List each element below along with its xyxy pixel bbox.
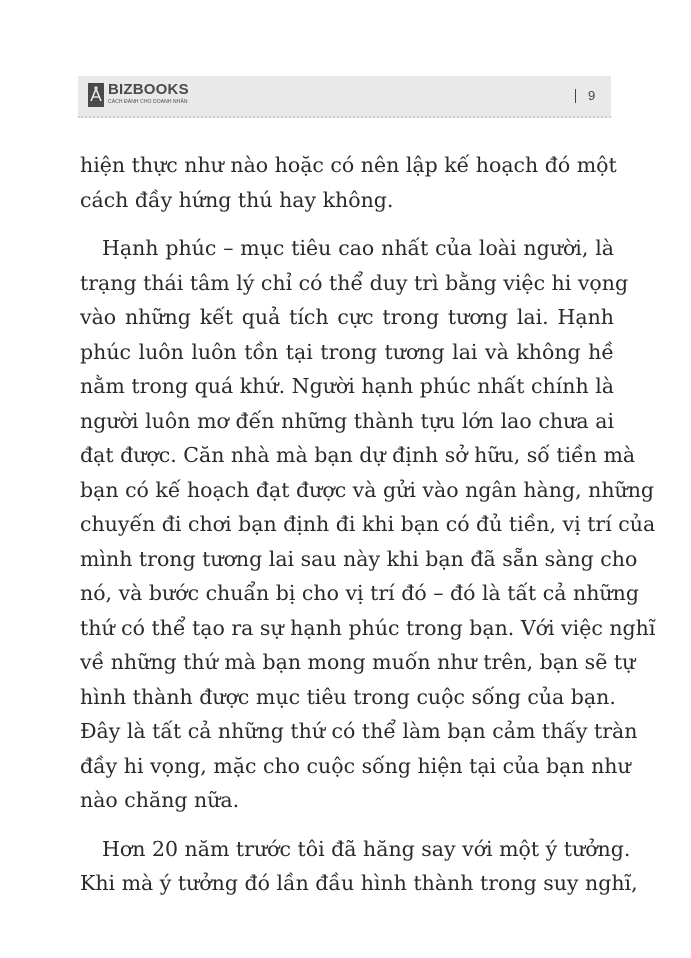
text-line: Khi mà ý tưởng đó lần đầu hình thành trong suy nghĩ, — [80, 871, 638, 895]
text-line: trạng thái tâm lý chỉ có thể duy trì bằng việc hi vọng — [80, 270, 629, 295]
text-line: chuyến đi chơi bạn định đi khi bạn có đủ tiền, vị trí của — [80, 512, 656, 536]
bizbooks-logo-icon — [88, 83, 104, 107]
text-line: phúc luôn luôn tồn tại trong tương lai và không hề — [80, 339, 614, 364]
text-line: thứ có thể tạo ra sự hạnh phúc trong bạn. Với việc nghĩ — [80, 615, 656, 640]
body-text — [80, 148, 656, 915]
page-number: 9 — [588, 88, 596, 103]
page-number-divider — [575, 89, 576, 103]
text-line: đầy hi vọng, mặc cho cuộc sống hiện tại của bạn như — [80, 753, 631, 778]
text-line: bạn có kế hoạch đạt được và gửi vào ngân hàng, những — [80, 477, 655, 502]
text-line: nằm trong quá khứ. Người hạnh phúc nhất chính là — [80, 374, 614, 398]
text-line: mình trong tương lai sau này khi bạn đã sẵn sàng cho — [80, 546, 638, 571]
text-line: về những thứ mà bạn mong muốn như trên, bạn sẽ tự — [80, 650, 636, 674]
paragraph-idea — [80, 832, 638, 901]
running-header — [78, 76, 611, 118]
text-line: người luôn mơ đến những thành tựu lớn lao chưa ai — [80, 408, 614, 433]
bizbooks-logo — [88, 82, 189, 107]
text-line: Hơn 20 năm trước tôi đã hăng say với một ý tưởng. — [102, 836, 631, 861]
text-line: nó, và bước chuẩn bị cho vị trí đó – đó là tất cả những — [80, 581, 639, 605]
brand-name: BIZBOOKS — [108, 81, 189, 98]
text-line: vào những kết quả tích cực trong tương lai. Hạnh — [80, 305, 614, 329]
text-line: nào chăng nữa. — [80, 788, 240, 812]
text-line: hình thành được mục tiêu trong cuộc sống của bạn. — [80, 684, 616, 709]
text-line: hiện thực như nào hoặc có nên lập kế hoạch đó một — [80, 153, 617, 177]
text-line: cách đầy hứng thú hay không. — [80, 187, 394, 212]
text-line: Hạnh phúc – mục tiêu cao nhất của loài người, là — [102, 236, 614, 260]
text-line: đạt được. Căn nhà mà bạn dự định sở hữu, số tiền mà — [80, 443, 636, 467]
text-line: Đây là tất cả những thứ có thể làm bạn cảm thấy tràn — [80, 719, 638, 743]
brand-tagline: CÁCH ĐÁNH CHO DOANH NHÂN — [108, 99, 188, 105]
paragraph-happiness — [80, 231, 656, 818]
paragraph-continued — [80, 148, 617, 217]
